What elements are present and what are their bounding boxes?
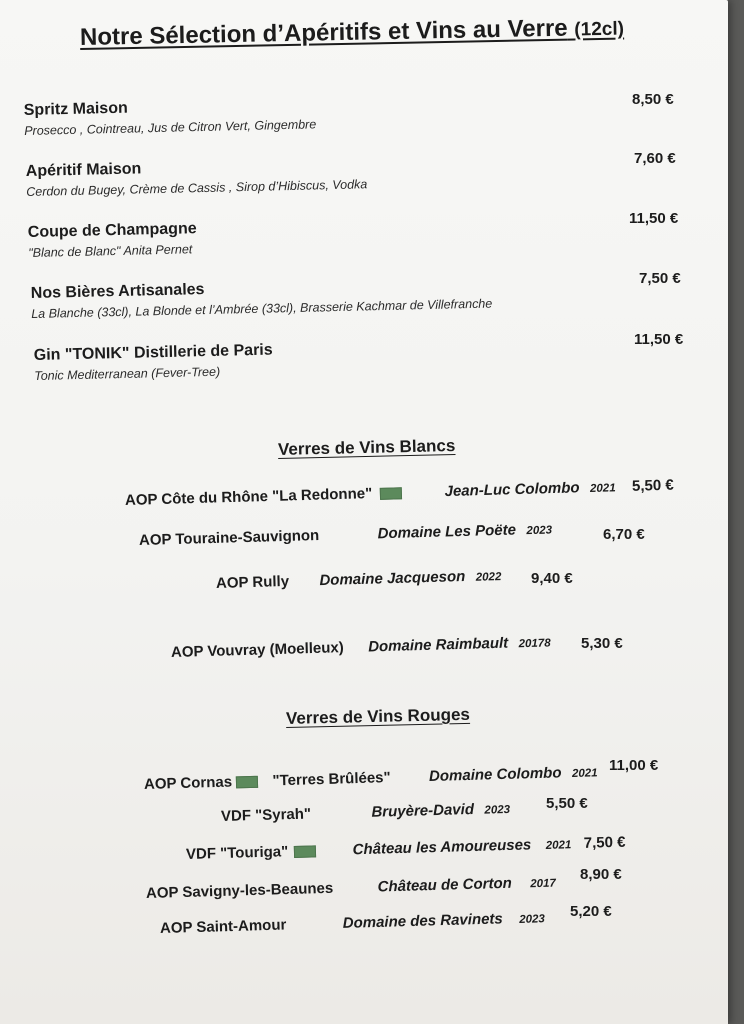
item-price: 11,50 €: [634, 331, 684, 348]
section-heading-rouges: Verres de Vins Rouges: [285, 704, 471, 728]
wine-year: 2023: [526, 524, 553, 538]
item-price: 7,60 €: [634, 150, 676, 167]
wine-domaine: Château de Corton: [377, 874, 513, 896]
item-desc: Prosecco , Cointreau, Jus de Citron Vert, Gingembre: [24, 117, 317, 138]
wine-name: VDF "Touriga": [185, 843, 289, 863]
aperitif-item: [28, 220, 198, 260]
title-text: Notre Sélection d’Apéritifs et Vins au Verre: [79, 14, 568, 51]
wine-name: AOP Vouvray (Moelleux): [170, 639, 344, 661]
wine-year: 20178: [518, 637, 551, 651]
wine-price: 5,30 €: [581, 635, 623, 652]
wine-row: [221, 800, 511, 826]
wine-row: [171, 633, 551, 662]
item-name: Spritz Maison: [23, 99, 128, 120]
item-name: Gin "TONIK" Distillerie de Paris: [33, 341, 273, 365]
wine-year: 2021: [571, 767, 598, 781]
wine-price: 5,20 €: [570, 903, 612, 920]
aperitif-item: [31, 275, 493, 321]
wine-row: [139, 520, 553, 550]
wine-price: 5,50 €: [631, 476, 674, 495]
wine-name: AOP Côte du Rhône "La Redonne": [124, 485, 373, 509]
aperitif-item: [34, 342, 274, 383]
wine-name: AOP Saint-Amour: [159, 916, 287, 937]
wine-domaine: Domaine Colombo: [428, 764, 562, 786]
wine-price: 5,50 €: [546, 795, 588, 812]
aperitif-item: [24, 95, 317, 138]
wine-domaine: Domaine Jacqueson: [319, 568, 466, 590]
wine-domaine: Domaine des Ravinets: [342, 910, 504, 932]
item-desc: La Blanche (33cl), La Blonde et l’Ambrée (33cl), Brasserie Kachmar de Villefranche: [31, 296, 493, 321]
green-flag-icon: [294, 845, 316, 858]
wine-domaine: Bruyère-David: [371, 800, 475, 821]
item-name: Apéritif Maison: [25, 160, 142, 181]
item-price: 8,50 €: [632, 91, 674, 108]
item-desc: Tonic Mediterranean (Fever-Tree): [34, 364, 221, 383]
wine-domaine: Domaine Les Poëte: [377, 521, 517, 543]
wine-year: 2017: [530, 877, 557, 891]
wine-row: [144, 763, 598, 794]
wine-row: [216, 567, 502, 593]
wine-cuvee: "Terres Brûlées": [272, 769, 391, 790]
item-desc: Cerdon du Bugey, Crème de Cassis , Sirop d’Hibiscus, Vodka: [26, 177, 368, 199]
wine-price: 9,40 €: [531, 570, 573, 587]
wine-name: AOP Rully: [215, 572, 290, 592]
wine-row: [186, 834, 626, 864]
wine-row: [125, 477, 674, 510]
wine-price: 7,50 €: [583, 833, 626, 852]
wine-name: VDF "Syrah": [220, 805, 312, 825]
wine-year: 2023: [519, 913, 546, 926]
wine-year: 2021: [545, 839, 572, 852]
section-heading-blancs: Verres de Vins Blancs: [277, 435, 456, 459]
wine-year: 2021: [589, 482, 616, 496]
wine-row: [146, 874, 556, 903]
wine-name: AOP Touraine-Sauvignon: [138, 526, 320, 549]
item-price: 7,50 €: [639, 270, 681, 287]
wine-domaine: Domaine Raimbault: [367, 634, 509, 656]
title-volume: (12cl): [574, 18, 625, 41]
aperitif-item: [26, 155, 368, 199]
wine-year: 2022: [475, 571, 502, 584]
wine-name: AOP Cornas: [143, 773, 233, 793]
item-name: Coupe de Champagne: [27, 220, 197, 242]
page-title: [80, 14, 624, 52]
item-name: Nos Bières Artisanales: [30, 281, 205, 303]
wine-name: AOP Savigny-les-Beaunes: [145, 879, 334, 902]
wine-price: 11,00 €: [609, 757, 659, 774]
wine-domaine: Château les Amoureuses: [352, 836, 532, 859]
wine-domaine: Jean-Luc Colombo: [444, 479, 580, 501]
wine-price: 6,70 €: [603, 526, 645, 543]
wine-row: [160, 909, 545, 938]
wine-year: 2023: [484, 803, 511, 817]
wine-price: 8,90 €: [580, 866, 622, 883]
item-desc: "Blanc de Blanc" Anita Pernet: [28, 242, 193, 260]
item-price: 11,50 €: [629, 210, 679, 227]
green-flag-icon: [236, 776, 258, 789]
green-flag-icon: [380, 487, 402, 500]
